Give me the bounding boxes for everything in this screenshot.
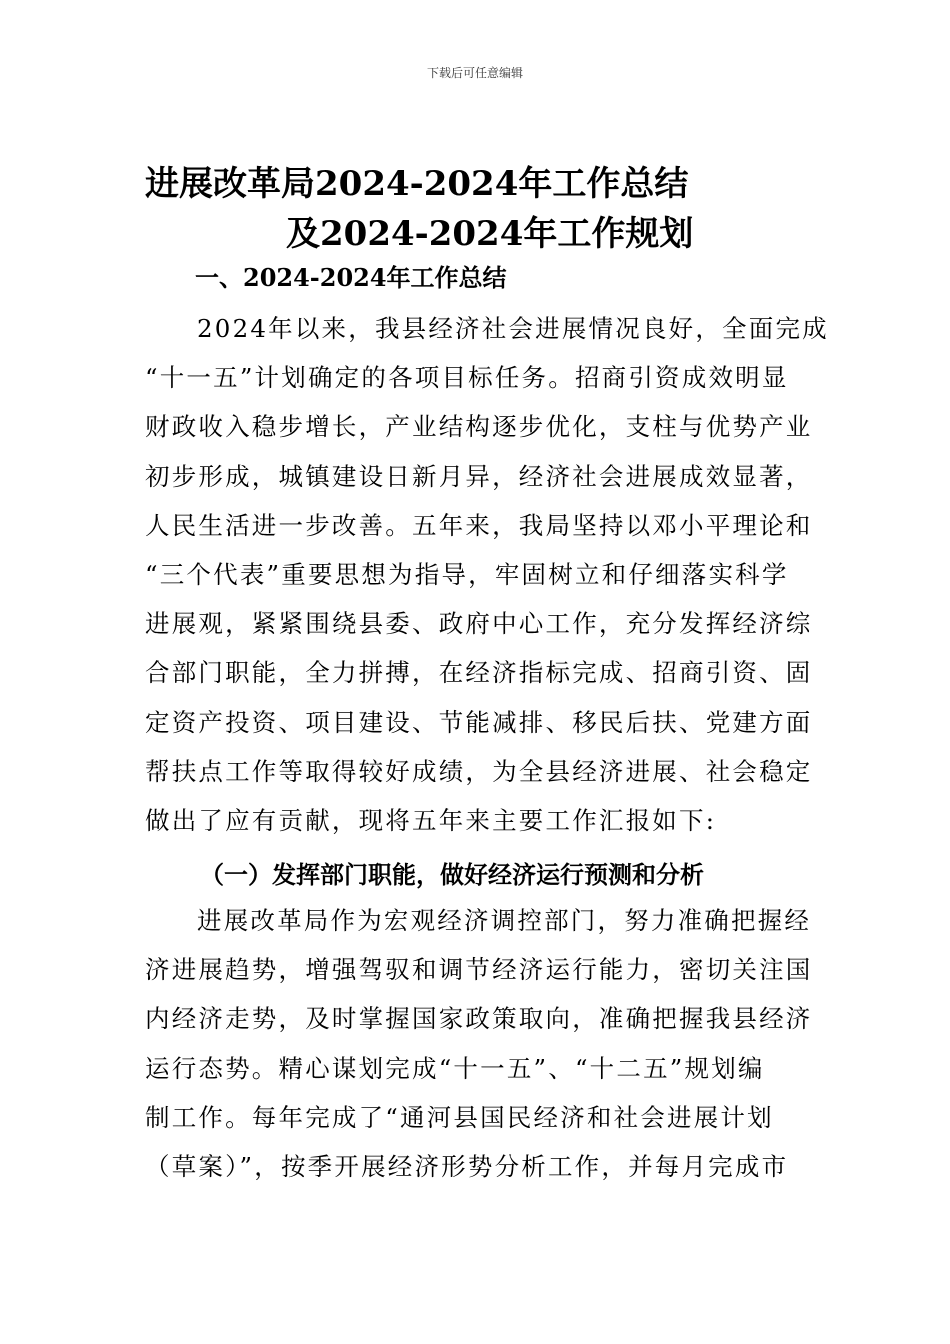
document-title-line-2: 及2024-2024年工作规划: [286, 214, 694, 254]
paragraph-line: 人民生活进一步改善。五年来，我局坚持以邓小平理论和: [145, 510, 813, 540]
paragraph-line: 进展观，紧紧围绕县委、政府中心工作，充分发挥经济综: [145, 609, 813, 639]
paragraph-line: 定资产投资、项目建设、节能减排、移民后扶、党建方面: [145, 707, 813, 737]
paragraph-line: 运行态势。精心谋划完成“十一五”、“十二五”规划编: [145, 1053, 765, 1083]
paragraph-line: 进展改革局作为宏观经济调控部门，努力准确把握经: [197, 906, 812, 935]
sub-heading: （一）发挥部门职能，做好经济运行预测和分析: [200, 860, 704, 889]
section-heading: 一、2024-2024年工作总结: [195, 263, 507, 292]
document-title-line-1: 进展改革局2024-2024年工作总结: [145, 164, 689, 204]
paragraph-line: 内经济走势，及时掌握国家政策取向，准确把握我县经济: [145, 1004, 813, 1034]
paragraph-line: （草案）”，按季开展经济形势分析工作，并每月完成市: [145, 1151, 789, 1181]
paragraph-line: 2024年以来，我县经济社会进展情况良好，全面完成: [197, 314, 829, 343]
paragraph-2: [145, 896, 813, 1191]
paragraph-line: 初步形成，城镇建设日新月异，经济社会进展成效显著，: [145, 461, 813, 491]
paragraph-line: 制工作。每年完成了“通河县国民经济和社会进展计划: [145, 1102, 774, 1132]
paragraph-line: 做出了应有贡献，现将五年来主要工作汇报如下:: [145, 805, 717, 835]
paragraph-line: 帮扶点工作等取得较好成绩，为全县经济进展、社会稳定: [145, 756, 813, 786]
paragraph-line: “十一五”计划确定的各项目标任务。招商引资成效明显: [145, 363, 789, 393]
paragraph-line: 济进展趋势，增强驾驭和调节经济运行能力，密切关注国: [145, 955, 813, 985]
paragraph-line: 合部门职能，全力拼搏，在经济指标完成、招商引资、固: [145, 658, 813, 688]
page-header-note: 下载后可任意编辑: [426, 66, 523, 80]
paragraph-1: [145, 304, 829, 845]
paragraph-line: 财政收入稳步增长，产业结构逐步优化，支柱与优势产业: [145, 412, 813, 442]
paragraph-line: “三个代表”重要思想为指导，牢固树立和仔细落实科学: [145, 559, 789, 589]
